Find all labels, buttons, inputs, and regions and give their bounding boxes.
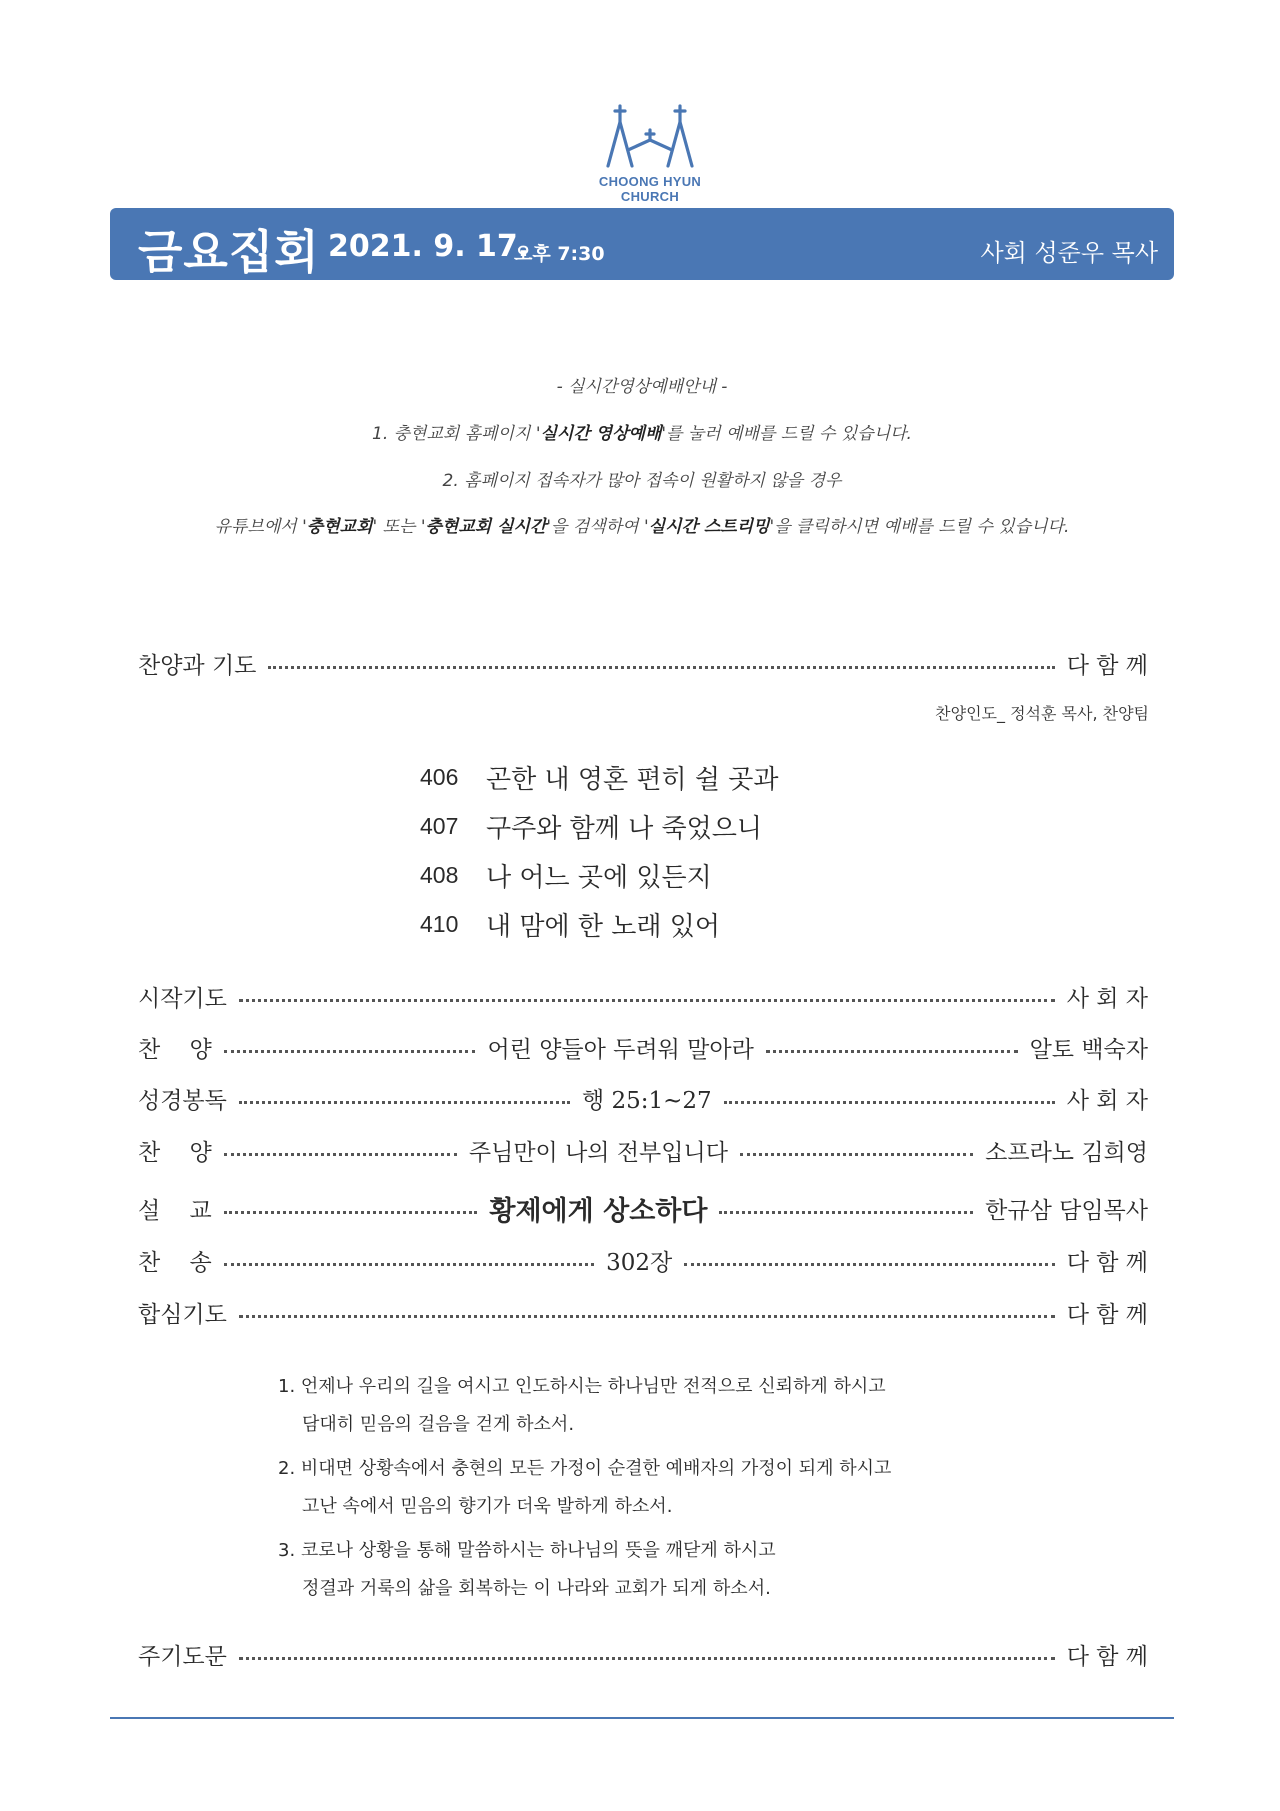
church-name: CHOONG HYUN CHURCH: [598, 174, 702, 204]
prayer-item: 2. 비대면 상황속에서 충현의 모든 가정이 순결한 예배자의 가정이 되게 하시고 고난 속에서 믿음의 향기가 더욱 발하게 하소서.: [278, 1458, 892, 1517]
service-host: 사회 성준우 목사: [980, 239, 1158, 267]
order-anthem-2: 찬 양 주님만이 나의 전부입니다 소프라노 김희영: [138, 1139, 1148, 1166]
notice-line-1: 1. 충현교회 홈페이지 '실시간 영상예배'를 눌러 예배를 드릴 수 있습니다.: [372, 424, 912, 444]
footer-divider: [110, 1717, 1174, 1719]
prayer-item: 1. 언제나 우리의 길을 여시고 인도하시는 하나님만 전적으로 신뢰하게 하시고 담대히 믿음의 걸음을 걷게 하소서.: [278, 1376, 886, 1435]
notice-line-2: 2. 홈페이지 접속자가 많아 접속이 원활하지 않을 경우: [442, 471, 842, 491]
order-anthem-1: 찬 양 어린 양들아 두려워 말아라 알토 백숙자: [138, 1036, 1148, 1063]
order-united-prayer: 합심기도 다 함 께: [138, 1301, 1148, 1328]
service-date: 2021. 9. 17.: [328, 229, 530, 264]
hymn-item: 408 나 어느 곳에 있든지: [420, 862, 712, 893]
order-scripture: 성경봉독 행 25:1~27 사 회 자: [138, 1087, 1148, 1114]
leader-dots: [268, 666, 1054, 669]
order-praise-prayer: 찬양과 기도 다 함 께: [138, 652, 1148, 679]
church-logo: [570, 100, 730, 204]
order-opening-prayer: 시작기도 사 회 자: [138, 985, 1148, 1012]
praise-leader: 찬양인도_ 정석훈 목사, 찬양팀: [935, 704, 1149, 723]
hymn-list: [420, 753, 920, 949]
hymn-item: 406 곤한 내 영혼 편히 쉴 곳과: [420, 764, 779, 795]
sermon-title: 황제에게 상소하다: [489, 1195, 708, 1227]
order-lords-prayer: 주기도문 다 함 께: [138, 1643, 1148, 1670]
hymn-item: 410 내 맘에 한 노래 있어: [420, 911, 720, 942]
notice-heading: - 실시간영상예배안내 -: [556, 377, 728, 397]
order-sermon: 설 교 황제에게 상소하다 한규삼 담임목사: [138, 1191, 1148, 1225]
notice-line-3: 유튜브에서 '충현교회' 또는 '충현교회 실시간'을 검색하여 '실시간 스트리밍'을 클릭하시면 예배를 드릴 수 있습니다.: [214, 517, 1070, 537]
prayer-item: 3. 코로나 상황을 통해 말씀하시는 하나님의 뜻을 깨닫게 하시고 정결과 거룩의 삶을 회복하는 이 나라와 교회가 되게 하소서.: [278, 1540, 776, 1599]
hymn-item: 407 구주와 함께 나 죽었으니: [420, 813, 762, 844]
service-time: 오후 7:30: [514, 243, 605, 265]
prayer-topics: [278, 1368, 978, 1614]
church-spires-icon: [590, 100, 710, 172]
header-banner: [110, 208, 1174, 280]
service-title: 금요집회: [138, 225, 320, 279]
order-hymn: 찬 송 302장 다 함 께: [138, 1249, 1148, 1276]
